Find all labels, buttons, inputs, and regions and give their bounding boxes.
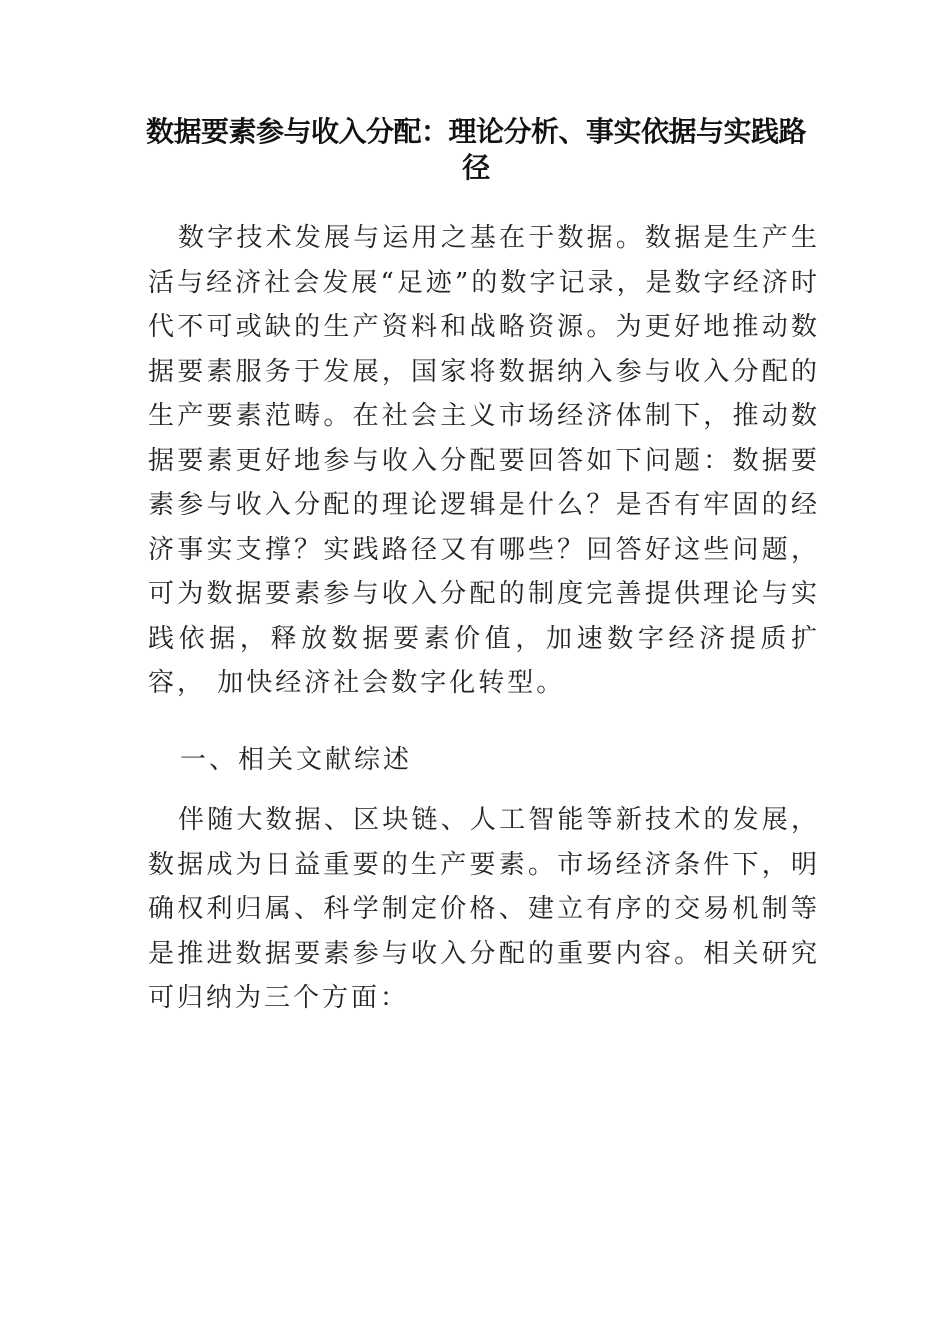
document-title: 数据要素参与收入分配：理论分析、事实依据与实践路径 xyxy=(145,115,806,184)
section-heading-literature-review: 一、相关文献综述 xyxy=(180,745,413,775)
paragraph-intro: 数字技术发展与运用之基在于数据。数据是生产生活与经济社会发展“足迹”的数字记录，是数字经济时代不可或缺的生产资料和战略资源。为更好地推动数据要素服务于发展，国家将数据纳入参与收入分配的生产要素范畴。在社会主义市场经济体制下，推动数据要素更好地参与收入分配要回答如下问题：数据要素参与收入分配的理论逻辑是什么？是否有牢固的经济事实支撑？实践路径又有哪些？回答好这些问题， 可为数据要素参与收入分配的制度完善提供理论与实践依据，释放数据要素价值，加速数字经济提质扩容， 加快经济社会数字化转型。 xyxy=(148,223,820,698)
paragraph-literature-review: 伴随大数据、区块链、人工智能等新技术的发展，数据成为日益重要的生产要素。市场经济条件下，明确权利归属、科学制定价格、建立有序的交易机制等是推进数据要素参与收入分配的重要内容。相关研究可归纳为三个方面： xyxy=(148,805,820,1013)
